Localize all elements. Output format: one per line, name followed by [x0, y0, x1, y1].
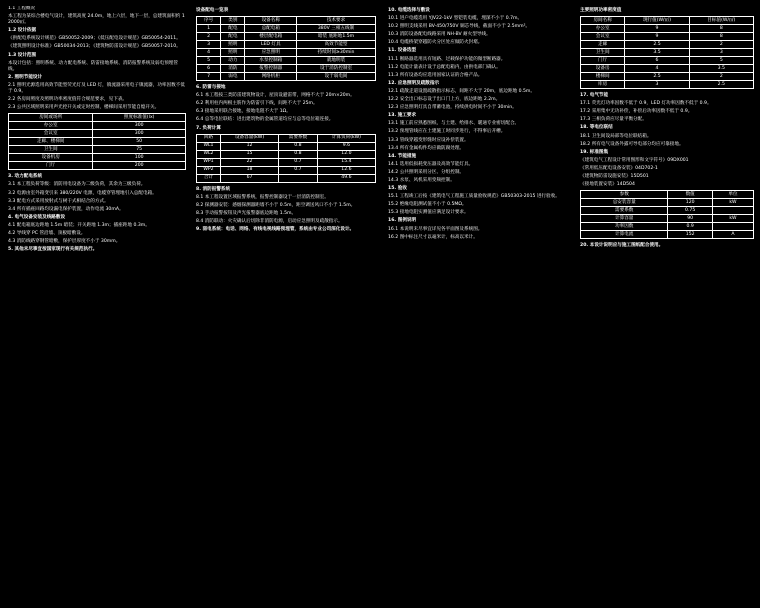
paragraph: 6.4 总等电位联结：进出建筑物的金属管道均应与总等电位箱连接。 — [196, 117, 334, 123]
paragraph: 4.1 配电箱底边距地 1.5m 暗装；开关距地 1.3m；插座距地 0.3m。 — [8, 222, 150, 228]
table-row — [197, 65, 376, 73]
table-header-cell: 类别 — [221, 17, 245, 25]
column-3 — [388, 6, 568, 602]
table-cell: 2.5 — [625, 41, 689, 49]
column-2 — [196, 6, 376, 602]
table-cell: 300 — [93, 122, 186, 130]
paragraph: 2.2 各房间照度及照明功率密度值符合规范要求，见下表。 — [8, 97, 128, 103]
table-cell: 12 — [220, 142, 278, 150]
table-row — [581, 223, 754, 231]
table-cell — [279, 174, 318, 182]
table-row — [197, 41, 376, 49]
table-cell: 设于弱电间 — [297, 73, 376, 81]
paragraph: 14.2 公共照明采用分区、分组控制。 — [388, 169, 465, 175]
table-cell: 照明 — [221, 49, 245, 57]
paragraph: 《建筑电气工程设计常用图形和文字符号》09DX001 — [580, 157, 689, 163]
table-cell: 3 — [625, 81, 689, 89]
table-cell: 报警控制器 — [245, 65, 297, 73]
table-cell: 300 — [93, 130, 186, 138]
paragraph: 18.1 卫生间设局部等电位联结箱。 — [580, 133, 652, 139]
paragraph: 本设计包括：照明系统、动力配电系统、防雷接地系统、消防报警系统及弱电预埋管线。 — [8, 60, 178, 72]
table-header-row — [197, 17, 376, 25]
column-2-paragraphs-after — [196, 187, 376, 234]
table-cell: 水泵控制箱 — [245, 57, 297, 65]
table-cell: 12.6 — [317, 166, 375, 174]
paragraph: 3.2 电源由室外箱变引来 380/220V 电源，电缆穿管埋地引入总配电箱。 — [8, 190, 157, 196]
lpd-table-title: 主要照明功率密度值 — [580, 8, 622, 13]
paragraph: 12.1 疏散走道设置疏散指示标志，间距不大于 20m，底边距地 0.5m。 — [388, 88, 535, 94]
paragraph: 13.4 所有金属构件均应做防腐处理。 — [388, 145, 465, 151]
table-cell: 0.7 — [279, 158, 318, 166]
paragraph: 13.3 管线穿越变形缝时应设补偿装置。 — [388, 137, 469, 143]
paragraph: 11.3 所有设备均应选用国家认证的合格产品。 — [388, 72, 483, 78]
table-header-cell: 序号 — [197, 17, 221, 25]
paragraph: 6.1 本工程按三类防雷建筑物设计，屋顶设避雷带，网格不大于 20m×20m。 — [196, 93, 355, 99]
table-cell: 走廊 — [581, 41, 625, 49]
paragraph: 本工程为某综合楼电气设计，建筑高度 24.0m，地上六层，地下一层，总建筑面积约 12000㎡。 — [8, 14, 185, 26]
table-cell: 380V 三相五线制 — [297, 25, 376, 33]
paragraph: 14.3 水泵、风机采用变频控制。 — [388, 177, 455, 183]
table-row — [9, 154, 186, 162]
table-cell: 网络机柜 — [245, 73, 297, 81]
table-row — [581, 33, 754, 41]
table-cell: 12.0 — [317, 150, 375, 158]
table-header-cell: 目标值(W/㎡) — [689, 17, 753, 25]
table-row — [197, 25, 376, 33]
table-cell: 0.7 — [279, 166, 318, 174]
table-cell: 9.6 — [317, 142, 375, 150]
table-cell: 消防 — [221, 65, 245, 73]
table-row — [197, 158, 376, 166]
table-header-cell: 参数 — [581, 191, 668, 199]
paragraph: 1.1 工程概况 — [8, 6, 36, 11]
paragraph: 18.2 所有电气设备外露可导电部分均应可靠接地。 — [580, 141, 684, 147]
paragraph: 8.3 手动报警按钮及声光报警器底边距地 1.5m。 — [196, 210, 297, 216]
paragraph: 9. 弱电系统：电话、网络、有线电视线路预埋管，系统由专业公司深化设计。 — [196, 227, 355, 233]
paragraph: 10. 电缆选择与敷设 — [388, 8, 430, 13]
illuminance-table — [8, 113, 186, 170]
table-cell: 2.5 — [689, 81, 753, 89]
table-cell: 0.75 — [668, 207, 713, 215]
paragraph: 17. 电气节能 — [580, 93, 609, 99]
paragraph: 3.3 配电方式采用放射式与树干式相结合的方式。 — [8, 198, 109, 204]
table-row — [197, 150, 376, 158]
table-cell — [712, 223, 753, 231]
table-cell: 弱电 — [221, 73, 245, 81]
paragraph: 1.3 设计范围 — [8, 52, 37, 58]
table-header-cell: 单位 — [712, 191, 753, 199]
table-row — [581, 41, 754, 49]
column-4-paragraphs — [580, 93, 754, 188]
table-cell: 3.5 — [625, 49, 689, 57]
table-cell: 计算电流 — [581, 231, 668, 239]
table-header-row — [9, 114, 186, 122]
table-cell: A — [712, 231, 753, 239]
paragraph: 20. 本设计说明应与施工图纸配合使用。 — [580, 243, 664, 249]
table-cell: 4 — [625, 65, 689, 73]
paragraph: 10.4 电缆桥架穿越防火分区处应做防火封堵。 — [388, 40, 483, 46]
paragraph: 12.3 应急照明灯具自带蓄电池，持续供电时间不小于 30min。 — [388, 105, 517, 111]
table-cell: 9 — [625, 33, 689, 41]
paragraph: 18. 等电位联结 — [580, 125, 613, 131]
table-row — [197, 142, 376, 150]
table-row — [197, 57, 376, 65]
table-cell: WP2 — [197, 166, 221, 174]
table-cell: kW — [712, 215, 753, 223]
table-cell: 15.4 — [317, 158, 375, 166]
column-3-paragraphs — [388, 8, 568, 241]
table-cell: 6 — [197, 65, 221, 73]
table-row — [197, 73, 376, 81]
paragraph: 14.1 选用低损耗变压器及高效节能灯具。 — [388, 161, 474, 167]
table-cell: 楼梯间 — [581, 73, 625, 81]
paragraph: 2.3 公共区域照明采用声光控开关或定时控制，楼梯间采用节能自熄开关。 — [8, 105, 160, 111]
table-cell: 75 — [93, 146, 186, 154]
column-1-paragraphs-after — [8, 174, 186, 253]
paragraph: 11.2 电能计量表计设于总配电箱内，由供电部门确认。 — [388, 64, 501, 70]
paragraph: 1.2 设计依据 — [8, 28, 37, 34]
table-cell: 配电 — [221, 25, 245, 33]
table-cell: 库房 — [581, 81, 625, 89]
table-cell: WL2 — [197, 150, 221, 158]
table-row — [197, 49, 376, 57]
paragraph: 11. 设备选型 — [388, 48, 417, 54]
table-cell: WP1 — [197, 158, 221, 166]
paragraph: 6.3 接地采用联合接地，接地电阻不大于 1Ω。 — [196, 109, 291, 115]
table-row — [581, 215, 754, 223]
paragraph: 8. 消防报警系统 — [196, 186, 231, 192]
paragraph: 2.1 照明光源选用高效节能型荧光灯及 LED 灯，镇流器采用电子镇流器，功率因数不低于 0.9。 — [8, 82, 185, 95]
table-cell: 功率因数 — [581, 223, 668, 231]
paragraph: 8.1 本工程设置区域报警系统，报警控制器设于一层消防控制室。 — [196, 194, 329, 200]
table-cell: 会议室 — [9, 130, 93, 138]
table-cell — [712, 207, 753, 215]
paragraph: 3. 动力配电系统 — [8, 174, 43, 180]
table-cell: 0.9 — [668, 223, 713, 231]
table-cell: WL1 — [197, 142, 221, 150]
paragraph: 4.3 消防线路穿钢管暗敷，保护层厚度不小于 30mm。 — [8, 239, 121, 245]
table-cell: 总配电箱 — [245, 25, 297, 33]
column-4 — [580, 6, 754, 602]
table-header-cell: 数值 — [668, 191, 713, 199]
table-row — [581, 81, 754, 89]
paragraph: 16. 图例说明 — [388, 218, 417, 224]
paragraph: 11.1 断路器选用具有短路、过载保护功能的微型断路器。 — [388, 56, 506, 62]
table-cell: 配电 — [221, 33, 245, 41]
table-cell: 动力 — [221, 57, 245, 65]
table-cell: 120 — [668, 199, 713, 207]
table-cell: 5 — [689, 57, 753, 65]
table-row — [581, 57, 754, 65]
paragraph: 15. 验收 — [388, 186, 407, 192]
table-row — [197, 174, 376, 182]
table-cell: 49.6 — [317, 174, 375, 182]
table-cell: 门厅 — [9, 162, 93, 170]
table-header-row — [197, 134, 376, 142]
table-cell: 15 — [220, 150, 278, 158]
table-cell: kW — [712, 199, 753, 207]
table-row — [197, 166, 376, 174]
paragraph: 19. 标准图集 — [580, 149, 609, 155]
table-cell: 152 — [668, 231, 713, 239]
table-header-cell: 设备容量(kW) — [220, 134, 278, 142]
paragraph: 15.2 绝缘电阻测试值不小于 0.5MΩ。 — [388, 202, 467, 208]
paragraph: 6.2 利用柱内两根主筋作为防雷引下线，间距不大于 25m。 — [196, 101, 318, 107]
table-row — [9, 162, 186, 170]
table-cell: 高效节能型 — [297, 41, 376, 49]
table-header-cell: 照度标准值(lx) — [93, 114, 186, 122]
table-cell: 3.5 — [689, 65, 753, 73]
table-cell: 7 — [197, 73, 221, 81]
table-cell: 22 — [220, 158, 278, 166]
table-header-cell: 现行值(W/㎡) — [625, 17, 689, 25]
paragraph: 13.2 预埋管线应在土建施工时同步进行，不得事后开槽。 — [388, 129, 506, 135]
table-cell: 走廊、楼梯间 — [9, 138, 93, 146]
paragraph: 《常用低压配电设备安装》04D702-1 — [580, 165, 658, 171]
paragraph: 12.2 安全出口标志设于出口门上方，底边距地 2.2m。 — [388, 97, 501, 103]
paragraph: 14. 节能措施 — [388, 153, 417, 159]
table-header-cell: 需要系数 — [279, 134, 318, 142]
table-cell: 卫生间 — [581, 49, 625, 57]
table-cell: 8 — [689, 25, 753, 33]
paragraph: 10.1 进户电缆选用 YJV22-1kV 型铠装电缆，埋深不小于 0.7m。 — [388, 16, 523, 22]
table-cell: 设备房 — [581, 65, 625, 73]
table-row — [581, 65, 754, 73]
paragraph: 15.3 接地电阻实测值应满足设计要求。 — [388, 210, 469, 216]
paragraph: 12. 应急照明及疏散指示 — [388, 80, 440, 86]
table-row — [9, 146, 186, 154]
column-1-paragraphs — [8, 6, 186, 111]
table-row — [197, 33, 376, 41]
table-cell: 办公室 — [9, 122, 93, 130]
paragraph: 17.2 采用集中无功补偿，补偿后功率因数不低于 0.9。 — [580, 109, 693, 115]
table-cell: 2 — [689, 41, 753, 49]
table-cell: 200 — [93, 162, 186, 170]
paragraph: 《接地装置安装》14D504 — [580, 182, 635, 188]
table-row — [9, 130, 186, 138]
table-cell: 0.8 — [279, 142, 318, 150]
paragraph: 2. 照明节能设计 — [8, 74, 43, 80]
table-cell: 需要系数 — [581, 207, 668, 215]
table-row — [581, 25, 754, 33]
paragraph: 《建筑物防雷设施安装》15D501 — [580, 174, 649, 180]
table-row — [9, 138, 186, 146]
load-calculation-table — [196, 134, 376, 183]
table-cell: 1 — [197, 25, 221, 33]
table-cell: 3 — [197, 41, 221, 49]
table-cell: 总安装容量 — [581, 199, 668, 207]
table-row — [581, 207, 754, 215]
table-cell: 9 — [625, 25, 689, 33]
table-header-row — [581, 17, 754, 25]
table-row — [581, 49, 754, 57]
lighting-power-density-table — [580, 16, 754, 89]
paragraph: 13. 施工要求 — [388, 113, 417, 119]
equipment-table-title: 设备配电一览表 — [196, 8, 229, 13]
paragraph: 16.1 本说明未尽事宜详见各平面图及系统图。 — [388, 226, 483, 232]
paragraph: 7. 负荷计算 — [196, 125, 221, 131]
paragraph: 10.3 消防设备配电线路采用 NH-BV 耐火型导线。 — [388, 32, 491, 38]
paragraph: 4.2 导线穿 PC 管沿墙、顶板暗敷设。 — [8, 230, 86, 236]
table-cell: 持续时间≥30min — [297, 49, 376, 57]
table-cell: 100 — [93, 154, 186, 162]
table-header-cell: 房间名称 — [581, 17, 625, 25]
table-cell: 楼层配电箱 — [245, 33, 297, 41]
table-row — [581, 231, 754, 239]
table-cell: LED 灯具 — [245, 41, 297, 49]
table-cell: 卫生间 — [9, 146, 93, 154]
table-cell: 3 — [689, 49, 753, 57]
table-header-row — [581, 191, 754, 199]
table-row — [581, 73, 754, 81]
column-2-paragraphs — [196, 85, 376, 132]
paragraph: 10.2 照明支线采用 BV-450/750V 铜芯导线，截面不小于 2.5mm²。 — [388, 24, 531, 30]
table-cell: 6 — [625, 57, 689, 65]
table-header-cell: 回路 — [197, 134, 221, 142]
paragraph: 8.4 消防联动：火灾确认后切除非消防电源，启动应急照明及疏散指示。 — [196, 219, 343, 225]
table-cell: 设于消防控制室 — [297, 65, 376, 73]
load-summary-table — [580, 190, 754, 239]
column-4-paragraphs-after — [580, 243, 754, 249]
table-cell: 2 — [197, 33, 221, 41]
paragraph: 13.1 施工前应熟悉图纸，与土建、给排水、暖通专业密切配合。 — [388, 121, 520, 127]
table-cell: 照明 — [221, 41, 245, 49]
table-cell: 办公室 — [581, 25, 625, 33]
table-row — [9, 122, 186, 130]
table-cell: 门厅 — [581, 57, 625, 65]
table-cell: 5 — [197, 57, 221, 65]
table-header-cell: 技术要求 — [297, 17, 376, 25]
table-cell: 计算容量 — [581, 215, 668, 223]
paragraph: 5. 其他未尽事宜按国家现行有关规范执行。 — [8, 247, 98, 253]
table-cell: 合计 — [197, 174, 221, 182]
paragraph: 16.2 图中标注尺寸以毫米计，标高以米计。 — [388, 234, 478, 240]
table-row — [581, 199, 754, 207]
table-header-cell: 房间或场所 — [9, 114, 93, 122]
paragraph: 6. 防雷与接地 — [196, 85, 226, 91]
equipment-table — [196, 16, 376, 81]
table-cell: 会议室 — [581, 33, 625, 41]
table-cell: 就地明装 — [297, 57, 376, 65]
paragraph: 《供配电系统设计规范》GB50052-2009；《低压配电设计规范》GB50054-2011。 — [8, 36, 181, 42]
table-cell: 67 — [220, 174, 278, 182]
table-cell: 设备机房 — [9, 154, 93, 162]
table-cell: 50 — [93, 138, 186, 146]
table-header-cell: 计算负荷(kW) — [317, 134, 375, 142]
table-cell: 0.8 — [279, 150, 318, 158]
column-1 — [8, 6, 186, 602]
paragraph: 4. 电气设备安装及线路敷设 — [8, 214, 66, 220]
table-cell: 4 — [197, 49, 221, 57]
table-cell: 2.5 — [625, 73, 689, 81]
table-cell: 暗装 底距地1.5m — [297, 33, 376, 41]
paragraph: 17.3 三相负荷应尽量平衡分配。 — [580, 117, 647, 123]
table-cell: 8 — [689, 33, 753, 41]
table-cell: 18 — [220, 166, 278, 174]
paragraph: 3.1 本工程负荷等级：消防用电设备为二级负荷，其余为三级负荷。 — [8, 182, 146, 188]
table-cell: 2 — [689, 73, 753, 81]
paragraph: 17.1 荧光灯功率因数不低于 0.9，LED 灯功率因数不低于 0.9。 — [580, 101, 712, 107]
table-cell: 90 — [668, 215, 713, 223]
paragraph: 8.2 探测器安装：感烟探测器距墙不小于 0.5m，距空调送风口不小于 1.5m。 — [196, 202, 356, 208]
paragraph: 15.1 工程竣工后按《建筑电气工程施工质量验收规范》GB50303-2015 进行验收。 — [388, 194, 560, 200]
paragraph: 《建筑照明设计标准》GB50034-2013；《建筑物防雷设计规范》GB50057-2010。 — [8, 44, 181, 50]
table-header-cell: 设备名称 — [245, 17, 297, 25]
paragraph: 3.4 所有插座回路均设漏电保护装置，动作电流 30mA。 — [8, 206, 124, 212]
table-cell: 应急照明 — [245, 49, 297, 57]
